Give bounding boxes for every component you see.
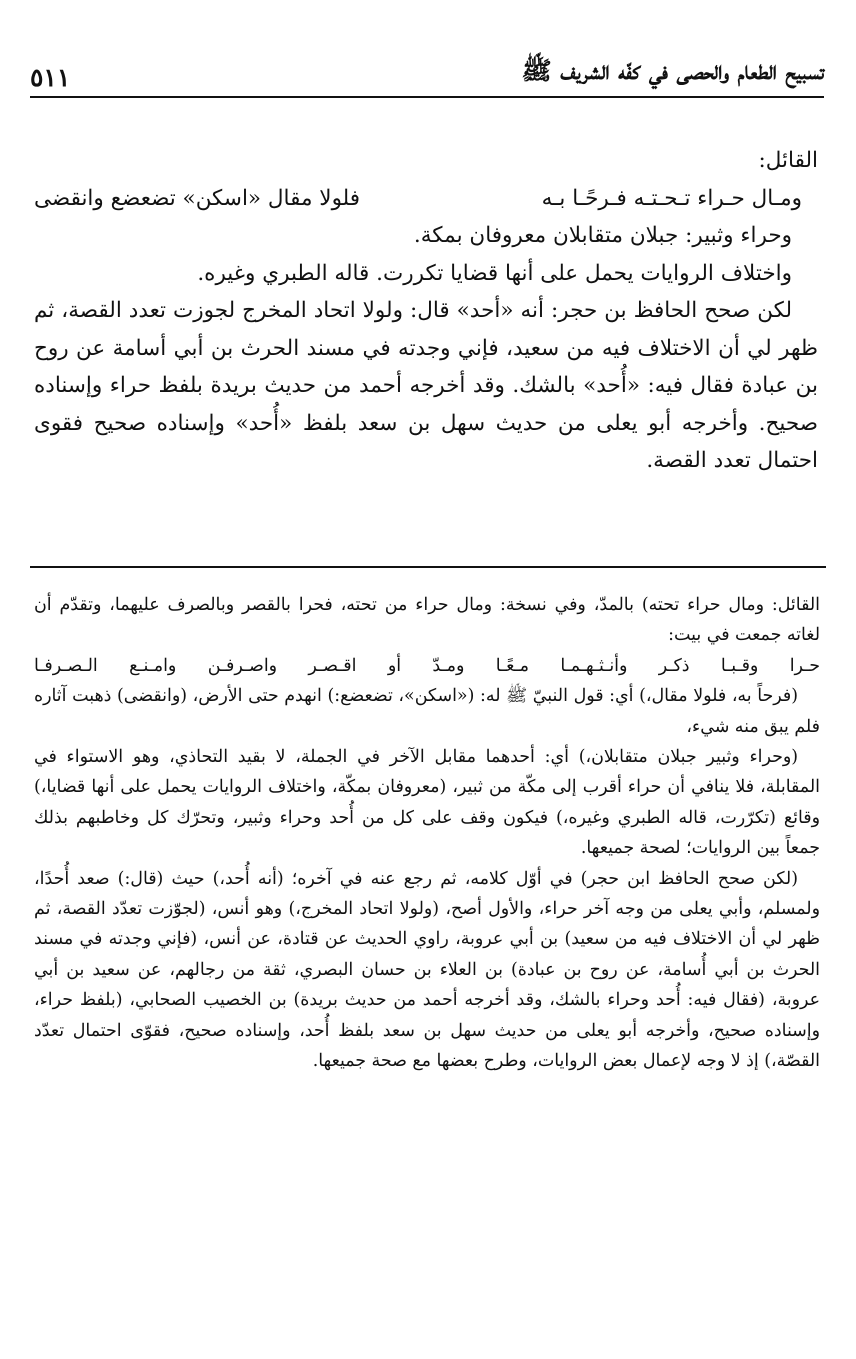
verse-first-hemistich: ومـال حـراء تـحـتـه فـرحًـا بـه [541, 185, 802, 211]
page-number: ٥١١ [30, 63, 71, 92]
speaker-label: القائل: [758, 148, 818, 173]
main-paragraph: واختلاف الروايات يحمل على أنها قضايا تكررت. قاله الطبري وغيره. [197, 260, 792, 286]
commentary-verse: حـرا وقـبـا ذكـر وأنـثـهـمـا مـعًـا ومـدّ أو اقـصـر واصـرفـن وامـنـع الـصـرفـا [34, 655, 820, 676]
commentary-paragraph: القائل: ومال حراء تحته) بالمدّ، وفي نسخة: ومال حراء من تحته، فحرا بالقصر وبالصرف عليهما، وتقدّم أن لغاته جمعت في بيت: [34, 595, 820, 646]
main-text [34, 142, 818, 480]
main-paragraph: وحراء وثبير: جبلان متقابلان معروفان بمكة. [413, 223, 792, 248]
verse-second-hemistich: فلولا مقال «اسكن» تضعضع وانقضى [34, 185, 361, 211]
running-header [30, 56, 824, 98]
commentary-paragraph: (فرحاً به، فلولا مقال،) أي: قول النبيّ ﷺ له: («اسكن»، تضعضع:) انهدم حتى الأرض، (وانقضى) ذهبت آثاره فلم يبق منه شيء، [34, 686, 820, 737]
commentary-text [34, 590, 820, 1077]
running-title: تسبيح الطعام والحصى في كفّه الشريف ﷺ [521, 56, 824, 85]
main-paragraph: لكن صحح الحافظ بن حجر: أنه «أحد» قال: ولولا اتحاد المخرج لجوزت تعدد القصة، ثم ظهر لي أن الاختلاف فيه من سعيد، فإني وجدته في مسند الحرث بن أبي أسامة عن روح بن عبادة فقال فيه: «أُحد» بالشك. وقد أخرجه أحمد من حديث بريدة بلفظ حراء وإسناده صحيح. وأخرجه أبو يعلى من حديث سهل بن سعد بلفظ «أُحد» وإسناده صحيح فقوى احتمال تعدد القصة. [34, 298, 818, 473]
footnote-separator [30, 566, 826, 568]
commentary-paragraph: (لكن صحح الحافظ ابن حجر) في أوّل كلامه، ثم رجع عنه في آخره؛ (أنه أُحد،) حيث (قال:) صعد أُحدًا، ولمسلم، وأبي يعلى من وجه آخر حراء، والأول أصح، (ولولا اتحاد المخرج،) وهو أنس، (لجوّزت تعدّد القصة، ثم ظهر لي أن الاختلاف فيه من سعيد) بن أبي عروبة، راوي الحديث عن قتادة، عن أنس، (فإني وجدته في مسند الحرث بن أبي أُسامة، عن روح بن عبادة) بن العلاء بن حسان البصري، ثقة من رجالهم، عن سعيد بن أبي عروبة، (فقال فيه: أُحد وحراء بالشك، وقد أخرجه أحمد من حديث بريدة) بن الخصيب الصحابي، (بلفظ حراء، وإسناده صحيح، وأخرجه أبو يعلى من حديث سهل بن سعد بلفظ أُحد، وإسناده صحيح، فقوّى احتمال تعدّد القصّة،) إذ لا وجه لإعمال بعض الروايات، وطرح بعضها مع صحة جميعها. [34, 868, 820, 1072]
commentary-paragraph: (وحراء وثبير جبلان متقابلان،) أي: أحدهما مقابل الآخر في الجملة، لا بقيد التحاذي، وهو الاستواء في المقابلة، فلا ينافي أن حراء أقرب إلى مكّة من ثبير، (معروفان بمكّة، واختلاف الروايات يحمل على أنها قضايا،) وقائع (تكرّرت، قاله الطبري وغيره،) فيكون وقف على كل من أُحد وحراء وثبير، وتحرّك كل وخاطبهم بذلك جمعاً بين الروايات؛ لصحة جميعها. [34, 747, 820, 859]
poem-verse [34, 180, 818, 218]
